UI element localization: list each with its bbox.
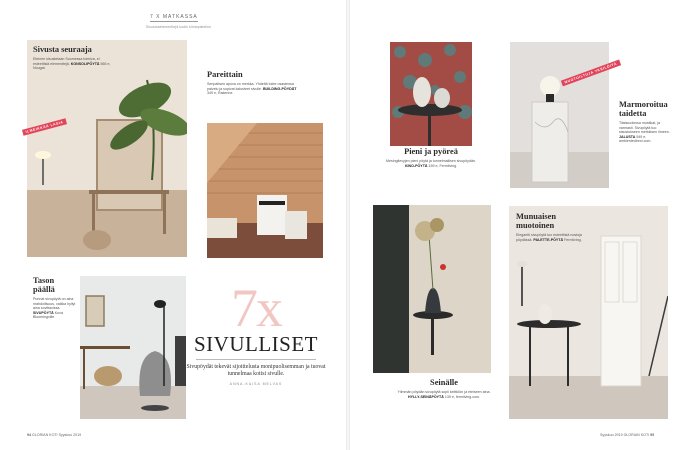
- feature-byline: ANNA-KAISA MELVAS: [229, 382, 283, 386]
- pieni-block: [384, 147, 478, 168]
- pareittain-block: [207, 70, 297, 96]
- munuainen-price: Fermliving.: [564, 237, 582, 242]
- section-tag: 7 X MATKASSA: [150, 14, 198, 20]
- munuainen-body: Elegantti sivupöytä tuo esteettisiä nostoja pöydässä.: [516, 233, 582, 242]
- seinalle-block: [397, 378, 491, 399]
- photo-marble-pedestal: [510, 42, 609, 188]
- right-folio-text: GLORIAN KOTI: [623, 433, 650, 437]
- tason-block: [33, 276, 77, 320]
- seinalle-title: Seinälle: [430, 378, 458, 387]
- gutter: [346, 0, 350, 450]
- sivusta-title: Sivusta seuraaja: [33, 45, 92, 54]
- section-subtitle: Sisustuselementtejä kodin kiintopisteiksi: [146, 25, 211, 29]
- feature-title-block: [186, 278, 326, 386]
- feature-number: 7x: [231, 278, 281, 338]
- pareittain-body: Senpaitsen apuva on merkka. Yhdeltä tulee osastensa palvelu ja sopivat kalusteet sivulle.: [207, 82, 294, 91]
- photo-hallway: [27, 40, 187, 257]
- marmori-body: Tilaisuudessa mustikat, ja varmasti. Sivupöytä tuo sisustukseen merkkisen ilmeen.: [619, 121, 670, 135]
- pareittain-product: BUILDING-PÖYDÄT: [262, 86, 297, 91]
- left-folio-date: Syyskuu 2019: [58, 433, 82, 437]
- marmori-title: Marmoroitua taidetta: [619, 100, 668, 118]
- munuainen-text: [516, 233, 596, 242]
- pareittain-price: 349 e, Rakenne.: [207, 91, 234, 96]
- pieni-title: Pieni ja pyöreä: [404, 147, 458, 156]
- photo-living-corner: [80, 276, 186, 419]
- marmori-block: [619, 100, 673, 144]
- marmori-price: 549 e, ambientedirect.com.: [619, 134, 652, 144]
- sivusta-body: Eteinen sisustetaan Suomessa toimiva, ei esteettisiä elementtejä.: [33, 57, 100, 66]
- right-folio-date: Syyskuu 2019: [600, 433, 623, 437]
- right-folio: [600, 433, 654, 437]
- munuainen-title: Munuaisen muotoinen: [516, 212, 557, 230]
- tason-body: Punnat sivupöytä on aina mahdollisuus, vaikka hyllyt aina sovittavissa.: [33, 297, 76, 311]
- feature-title: SIVULLISET: [194, 332, 318, 356]
- pieni-product: KINO-PÖYTÄ: [404, 163, 428, 168]
- pieni-text: [384, 159, 478, 168]
- tason-product: SIVUPÖYTÄ: [33, 310, 54, 315]
- photo-wall-shelf: [373, 205, 491, 373]
- pieni-price: 159 e, Fermliving.: [428, 163, 458, 168]
- photo-wood-room: [207, 123, 323, 258]
- seinalle-product: HYLLY-SEINÄPÖYTÄ: [408, 394, 444, 399]
- tason-price: Kuva Bloomingville.: [33, 310, 63, 320]
- marmori-product: JALUSTA: [619, 134, 636, 139]
- marmori-text: [619, 121, 673, 144]
- munuainen-block: [516, 212, 596, 242]
- left-folio: [27, 433, 81, 437]
- sivusta-product: KONSOLIPÖYTÄ: [70, 61, 100, 66]
- seinalle-body: Ylimmän pöydän sivupöytä sopii keittiöön ja eteiseen aina.: [397, 390, 491, 394]
- seinalle-price: 139 e, fermliving.com.: [444, 394, 480, 399]
- left-page-number: 94: [27, 433, 31, 437]
- photo-round-table: [390, 42, 472, 146]
- sivusta-text: [33, 57, 113, 71]
- pareittain-text: [207, 82, 297, 96]
- sivusta-price: 565 e, Nougat.: [33, 61, 111, 71]
- left-folio-text: GLORIAN KOTI: [32, 433, 58, 437]
- sivusta-block: [33, 45, 113, 71]
- pareittain-title: Pareittain: [207, 70, 243, 79]
- label-muotoiltuja: MUOTOILTUJA YKSILÖITÄ: [561, 60, 621, 87]
- label-ilmeikkaa: ILMEIKKÄÄ LASIA: [22, 118, 67, 135]
- munuainen-product: PALETTE-PÖYTÄ: [533, 237, 564, 242]
- tason-title: Tason päällä: [33, 276, 55, 294]
- pieni-body: Mesingilevyjen pieni pöytä ja tunnelmallisen sivupöydän.: [386, 159, 476, 163]
- feature-rule: [196, 359, 316, 360]
- seinalle-text: [397, 390, 491, 399]
- tason-text: [33, 297, 77, 320]
- feature-intro: Sivupöydät tekevät sijoittelusta monipuolisemman ja tuovat tunnelmaa kotisi sivulle.: [186, 364, 326, 377]
- right-page-number: 95: [650, 433, 655, 437]
